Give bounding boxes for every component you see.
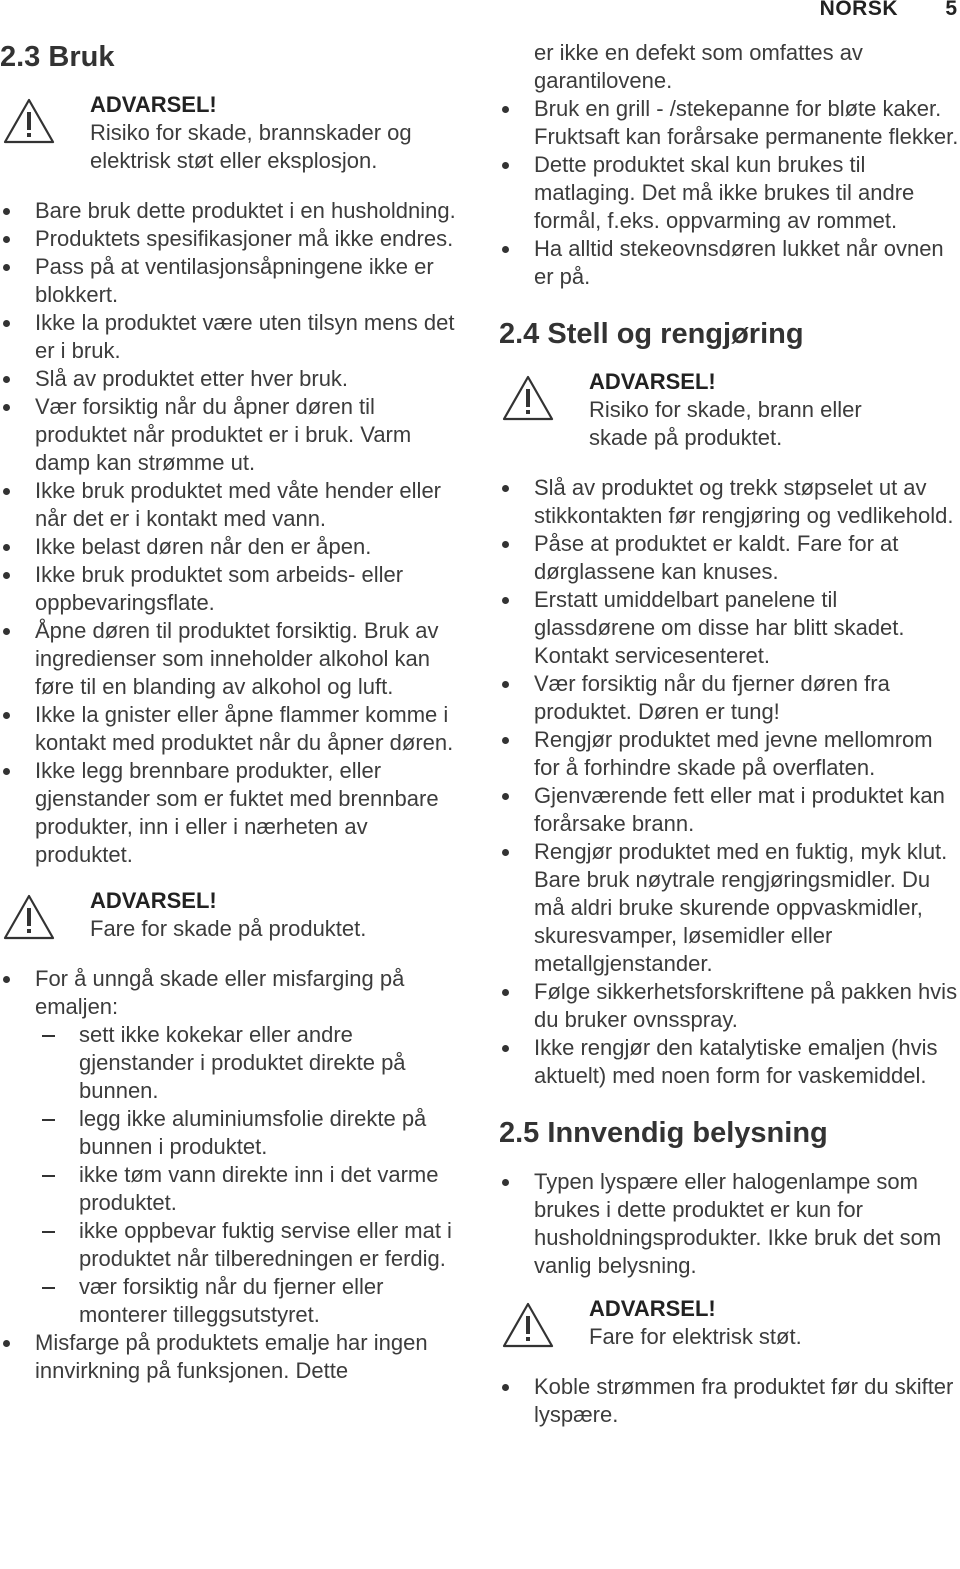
list-item: Slå av produktet etter hver bruk. xyxy=(0,365,470,393)
list-item: Gjenværende fett eller mat i produktet kan forårsake brann. xyxy=(499,782,960,838)
left-column xyxy=(0,0,470,1385)
list-item: Koble strømmen fra produktet før du skifter lyspære. xyxy=(499,1373,960,1429)
list-item: Ikke la produktet være uten tilsyn mens det er i bruk. xyxy=(0,309,470,365)
list-item: Ha alltid stekeovnsdøren lukket når ovnen er på. xyxy=(499,235,960,291)
warning-triangle-icon xyxy=(501,374,555,422)
list-item: Ikke bruk produktet med våte hender eller når det er i kontakt med vann. xyxy=(0,477,470,533)
section-title-2-4: 2.4 Stell og rengjøring xyxy=(499,318,804,350)
list-item-continued: er ikke en defekt som omfattes av garantilovene. xyxy=(534,40,863,93)
language-label: NORSK xyxy=(819,0,898,20)
list-item: Bruk en grill - /stekepanne for bløte kaker. Fruktsaft kan forårsake permanente flekker. xyxy=(499,95,960,151)
section-title-2-3: 2.3 Bruk xyxy=(0,41,115,73)
list-item: Ikke rengjør den katalytiske emaljen (hvis aktuelt) med noen form for vaskemiddel. xyxy=(499,1034,960,1090)
list-item: Rengjør produktet med jevne mellomrom for å forhindre skade på overflaten. xyxy=(499,726,960,782)
bullet-list xyxy=(499,1168,960,1280)
list-item: Produktets spesifikasjoner må ikke endres. xyxy=(0,225,470,253)
warning-block xyxy=(0,887,470,943)
warning-triangle-icon xyxy=(2,97,56,145)
sub-list-item: legg ikke aluminiumsfolie direkte på bunnen i produktet. xyxy=(35,1105,470,1161)
warning-text: Risiko for skade, brannskader og elektrisk støt eller eksplosjon. xyxy=(90,120,412,173)
bullet-list xyxy=(499,39,960,291)
warning-block xyxy=(499,368,960,452)
list-item: Vær forsiktig når du åpner døren til produktet når produktet er i bruk. Varm damp kan strømme ut. xyxy=(0,393,470,477)
list-item: Bare bruk dette produktet i en husholdning. xyxy=(0,197,470,225)
warning-title: ADVARSEL! xyxy=(90,92,217,117)
list-item: Erstatt umiddelbart panelene til glassdørene om disse har blitt skadet. Kontakt servicesenteret. xyxy=(499,586,960,670)
bullet-list xyxy=(0,197,470,869)
sub-list-item: ikke oppbevar fuktig servise eller mat i produktet når tilberedningen er ferdig. xyxy=(35,1217,470,1273)
warning-text: Risiko for skade, brann eller skade på produktet. xyxy=(589,397,862,450)
list-item: Dette produktet skal kun brukes til matlaging. Det må ikke brukes til andre formål, f.eks. oppvarming av rommet. xyxy=(499,151,960,235)
warning-title: ADVARSEL! xyxy=(589,1296,716,1321)
bullet-list xyxy=(499,1373,960,1429)
list-item: Misfarge på produktets emalje har ingen innvirkning på funksjonen. Dette xyxy=(0,1329,470,1385)
list-item: Slå av produktet og trekk støpselet ut av stikkontakten før rengjøring og vedlikehold. xyxy=(499,474,960,530)
page-number: 5 xyxy=(945,0,957,20)
warning-triangle-icon xyxy=(501,1301,555,1349)
list-item: Pass på at ventilasjonsåpningene ikke er blokkert. xyxy=(0,253,470,309)
list-item: Påse at produktet er kaldt. Fare for at dørglassene kan knuses. xyxy=(499,530,960,586)
list-item: Ikke legg brennbare produkter, eller gjenstander som er fuktet med brennbare produkter, inn i eller i nærheten av produktet. xyxy=(0,757,470,869)
warning-block xyxy=(0,91,470,175)
list-item: Rengjør produktet med en fuktig, myk klut. Bare bruk nøytrale rengjøringsmidler. Du må aldri bruke skurende oppvaskmidler, skuresvamper, løsemidler eller metallgjenstander. xyxy=(499,838,960,978)
list-item: Åpne døren til produktet forsiktig. Bruk av ingredienser som inneholder alkohol kan føre til en blanding av alkohol og luft. xyxy=(0,617,470,701)
section-title-2-5: 2.5 Innvendig belysning xyxy=(499,1117,828,1149)
bullet-list xyxy=(499,474,960,1090)
warning-text: Fare for elektrisk støt. xyxy=(589,1324,802,1349)
dash-list xyxy=(35,1021,470,1329)
list-item: Ikke belast døren når den er åpen. xyxy=(0,533,470,561)
sub-list-item: ikke tøm vann direkte inn i det varme produktet. xyxy=(35,1161,470,1217)
warning-title: ADVARSEL! xyxy=(589,369,716,394)
list-item: Ikke la gnister eller åpne flammer komme i kontakt med produktet når du åpner døren. xyxy=(0,701,470,757)
right-column xyxy=(499,0,960,1429)
sub-list-item: sett ikke kokekar eller andre gjenstander i produktet direkte på bunnen. xyxy=(35,1021,470,1105)
sub-list-item: vær forsiktig når du fjerner eller monterer tilleggsutstyret. xyxy=(35,1273,470,1329)
warning-block xyxy=(499,1295,960,1351)
list-item: Vær forsiktig når du fjerner døren fra produktet. Døren er tung! xyxy=(499,670,960,726)
warning-title: ADVARSEL! xyxy=(90,888,217,913)
list-item: Ikke bruk produktet som arbeids- eller oppbevaringsflate. xyxy=(0,561,470,617)
list-item: Typen lyspære eller halogenlampe som brukes i dette produktet er kun for husholdningsprodukter. Ikke bruk det som vanlig belysning. xyxy=(499,1168,960,1280)
bullet-list xyxy=(0,965,470,1385)
warning-text: Fare for skade på produktet. xyxy=(90,916,367,941)
warning-triangle-icon xyxy=(2,893,56,941)
list-item: Følge sikkerhetsforskriftene på pakken hvis du bruker ovnsspray. xyxy=(499,978,960,1034)
list-item: For å unngå skade eller misfarging på emaljen: sett ikke kokekar eller andre gjenstander i produktet direkte på bunnen. legg ikke aluminiumsfolie direkte på bunnen i produktet. ikke tøm vann direkte inn i det varme produktet. ikke oppbevar fuktig servise eller mat i produktet når tilberedningen er ferdig. vær forsiktig når du fjerner eller monterer tilleggsutstyret. xyxy=(0,965,470,1329)
